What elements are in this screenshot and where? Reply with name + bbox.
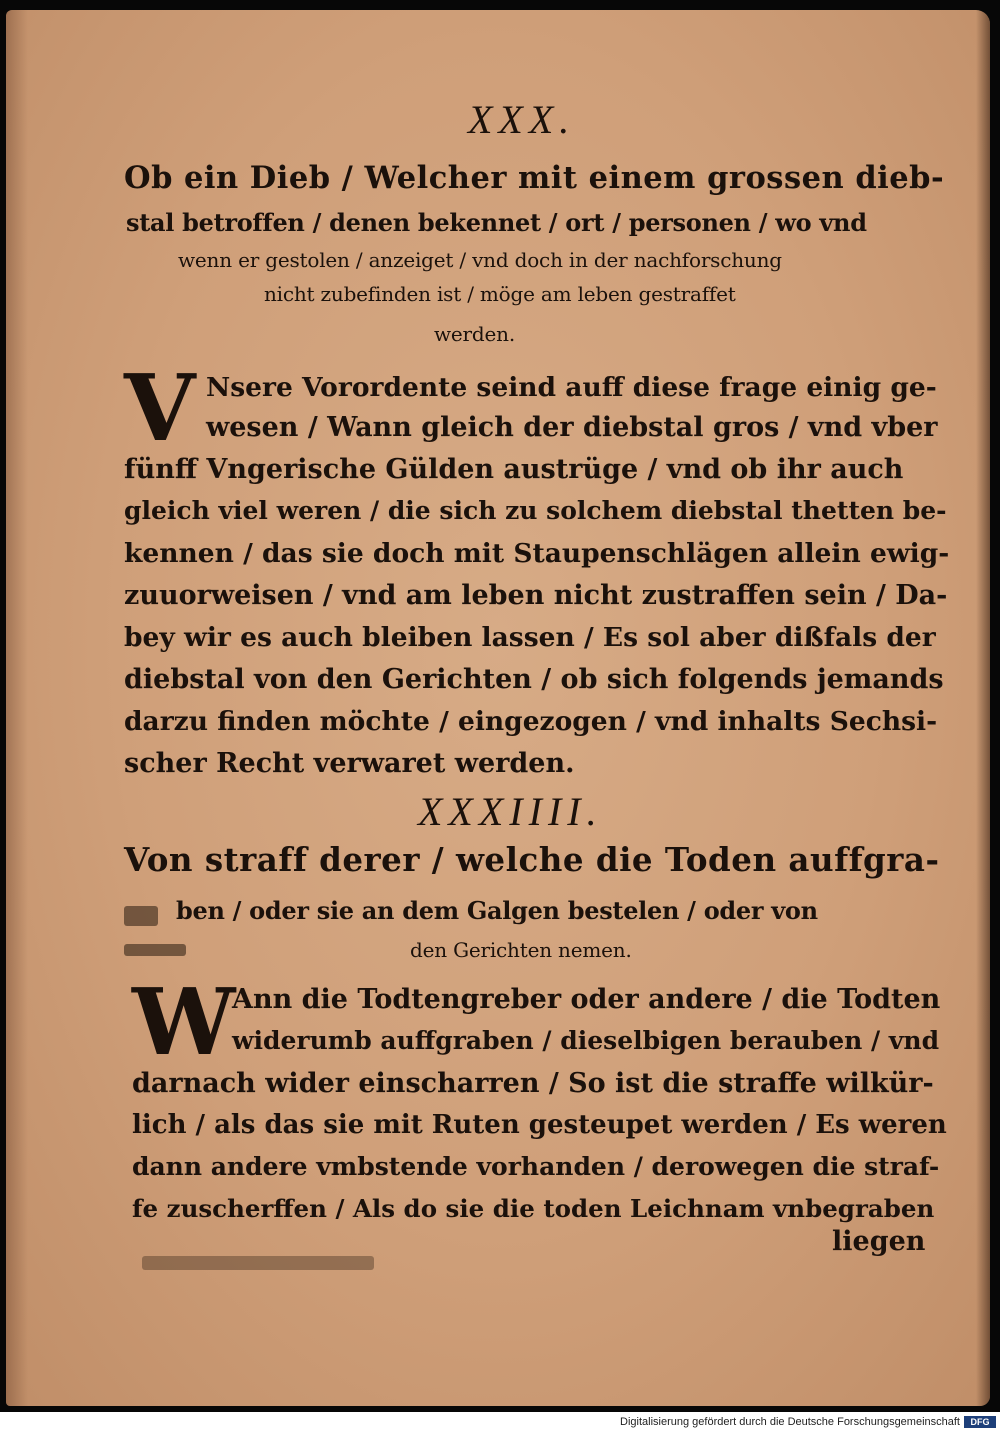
body2-line-1: Ann die Todtengreber oder andere / die Todten [232, 984, 941, 1015]
body-line-10: scher Recht verwaret werden. [124, 748, 575, 779]
body2-line-6: fe zuscherffen / Als do sie die toden Leichnam vnbegraben [132, 1194, 935, 1223]
heading-line-4: nicht zubefinden ist / möge am leben gestraffet [264, 282, 736, 306]
heading-line-5: werden. [434, 322, 515, 346]
dfg-logo: DFG [964, 1416, 996, 1428]
initial-letter-v: V [124, 354, 196, 462]
page-edge-shadow [976, 10, 990, 1406]
body2-line-3: darnach wider einscharren / So ist die straffe wilkür- [132, 1068, 934, 1099]
body2-line-4: lich / als das sie mit Ruten gesteupet werden / Es weren [132, 1110, 947, 1140]
heading2-line-3: den Gerichten nemen. [410, 938, 632, 962]
ink-smudge [124, 906, 158, 926]
ink-smudge [142, 1256, 374, 1270]
catchword: liegen [832, 1226, 926, 1257]
chapter-number-30: XXX. [468, 97, 576, 142]
body-line-2: wesen / Wann gleich der diebstal gros / vnd vber [206, 412, 938, 443]
heading-line-1: Ob ein Dieb / Welcher mit einem grossen dieb- [124, 160, 945, 196]
initial-letter-w: W [132, 968, 236, 1076]
body-line-8: diebstal von den Gerichten / ob sich folgends jemands [124, 664, 944, 695]
heading2-line-2: ben / oder sie an dem Galgen bestelen / oder von [176, 896, 818, 925]
heading-line-3: wenn er gestolen / anzeiget / vnd doch in der nachforschung [178, 248, 782, 272]
body-line-7: bey wir es auch bleiben lassen / Es sol aber dißfals der [124, 622, 936, 653]
heading-line-2: stal betroffen / denen bekennet / ort / personen / wo vnd [126, 208, 867, 237]
body2-line-2: widerumb auffgraben / dieselbigen berauben / vnd [232, 1026, 940, 1055]
body2-line-5: dann andere vmbstende vorhanden / derowegen die straf- [132, 1152, 940, 1181]
body-line-1: Nsere Vorordente seind auff diese frage einig ge- [206, 372, 937, 403]
body-line-9: darzu finden möchte / eingezogen / vnd inhalts Sechsi- [124, 706, 938, 737]
digitization-credit: Digitalisierung gefördert durch die Deutsche Forschungsgemeinschaft [620, 1416, 960, 1428]
ink-smudge [124, 944, 186, 956]
chapter-number-34: XXXIIII. [418, 789, 603, 834]
book-page [6, 10, 990, 1406]
body-line-4: gleich viel weren / die sich zu solchem diebstal thetten be- [124, 496, 947, 525]
body-line-5: kennen / das sie doch mit Staupenschlägen allein ewig- [124, 538, 950, 569]
heading2-line-1: Von straff derer / welche die Toden auffgra- [124, 840, 940, 879]
body-line-6: zuuorweisen / vnd am leben nicht zustraffen sein / Da- [124, 580, 948, 611]
body-line-3: fünff Vngerische Gülden austrüge / vnd ob ihr auch [124, 454, 904, 485]
